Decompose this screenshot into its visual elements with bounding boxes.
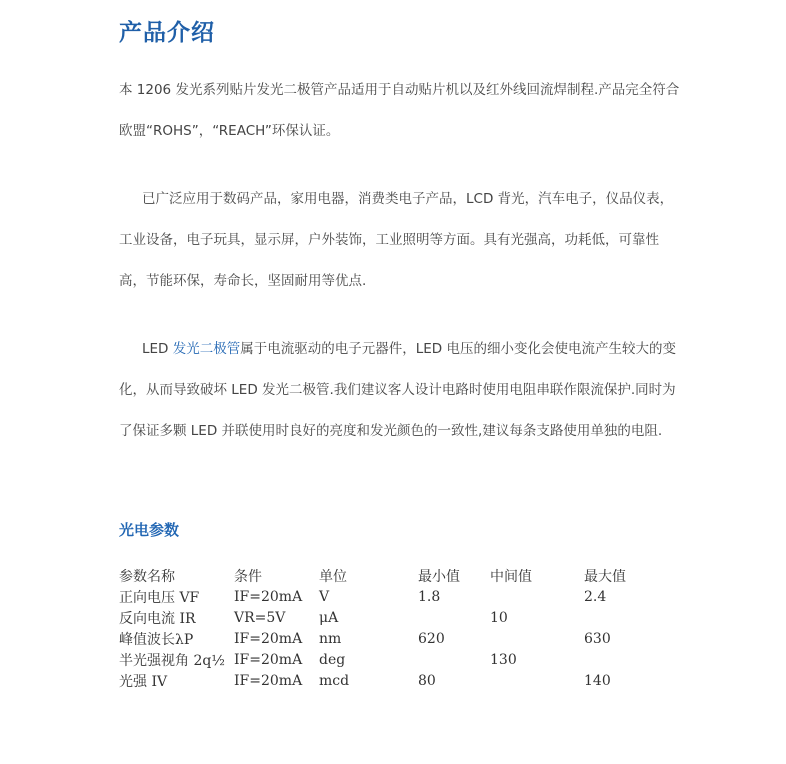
table-cell xyxy=(490,586,584,607)
intro-paragraph-3 xyxy=(119,329,684,452)
header-typ: 中间值 xyxy=(490,568,532,585)
table-cell: 半光强视角 2q½ xyxy=(119,652,225,669)
table-cell: 130 xyxy=(490,651,517,668)
table-cell: 80 xyxy=(418,672,436,689)
table-row xyxy=(119,649,664,670)
table-cell xyxy=(418,649,490,670)
table-cell: 1.8 xyxy=(418,588,441,605)
table-cell: VR=5V xyxy=(234,609,286,626)
table-row xyxy=(119,670,664,691)
table-cell: deg xyxy=(319,651,346,668)
table-cell: μA xyxy=(319,609,339,626)
table-cell: 正向电压 VF xyxy=(119,589,200,606)
header-max: 最大值 xyxy=(584,568,626,585)
table-cell: 140 xyxy=(584,672,611,689)
intro-paragraph-3-lead: LED xyxy=(142,341,173,357)
table-cell: 光强 IV xyxy=(119,673,168,690)
table-cell: 反向电流 IR xyxy=(119,610,196,627)
table-cell: mcd xyxy=(319,672,350,689)
table-cell: IF=20mA xyxy=(234,651,303,668)
table-cell xyxy=(490,670,584,691)
header-min: 最小值 xyxy=(418,568,460,585)
table-cell: 630 xyxy=(584,630,611,647)
intro-paragraph-1: 本 1206 发光系列贴片发光二极管产品适用于自动贴片机以及红外线回流焊制程.产品完全符合欧盟“ROHS”，“REACH”环保认证。 xyxy=(119,82,680,139)
table-cell: 620 xyxy=(418,630,445,647)
table-header-row xyxy=(119,565,664,586)
table-row xyxy=(119,586,664,607)
intro-paragraph-2-text: 已广泛应用于数码产品，家用电器，消费类电子产品，LCD 背光，汽车电子，仪品仪表，工业设备，电子玩具，显示屏，户外装饰，工业照明等方面。具有光强高，功耗低，可靠性高，节能环保，寿命长，坚固耐用等优点. xyxy=(119,191,674,289)
table-cell xyxy=(418,607,490,628)
table-cell xyxy=(490,628,584,649)
table-cell: 10 xyxy=(490,609,508,626)
table-cell: 2.4 xyxy=(584,588,607,605)
table-cell: IF=20mA xyxy=(234,672,303,689)
table-cell xyxy=(584,649,664,670)
table-cell xyxy=(584,607,664,628)
table-cell: V xyxy=(319,588,330,605)
header-param-name: 参数名称 xyxy=(119,568,175,585)
intro-paragraph-2 xyxy=(119,179,684,302)
product-intro-title: 产品介绍 xyxy=(119,20,215,46)
table-cell: IF=20mA xyxy=(234,588,303,605)
table-row xyxy=(119,628,664,649)
optical-params-table xyxy=(119,565,664,691)
header-unit: 单位 xyxy=(319,568,347,585)
table-row xyxy=(119,607,664,628)
table-cell: 峰值波长λP xyxy=(119,631,194,648)
table-cell: nm xyxy=(319,630,342,647)
header-condition: 条件 xyxy=(234,568,262,585)
led-diode-link[interactable]: 发光二极管 xyxy=(172,341,241,357)
optical-params-title: 光电参数 xyxy=(119,521,180,539)
table-cell: IF=20mA xyxy=(234,630,303,647)
intro-paragraph-3-text: 属于电流驱动的电子元器件，LED 电压的细小变化会使电流产生较大的变化，从而导致破坏 LED 发光二极管.我们建议客人设计电路时使用电阻串联作限流保护.同时为了保证多颗 LED 并联使用时良好的亮度和发光颜色的一致性,建议每条支路使用单独的电阻. xyxy=(119,341,676,439)
